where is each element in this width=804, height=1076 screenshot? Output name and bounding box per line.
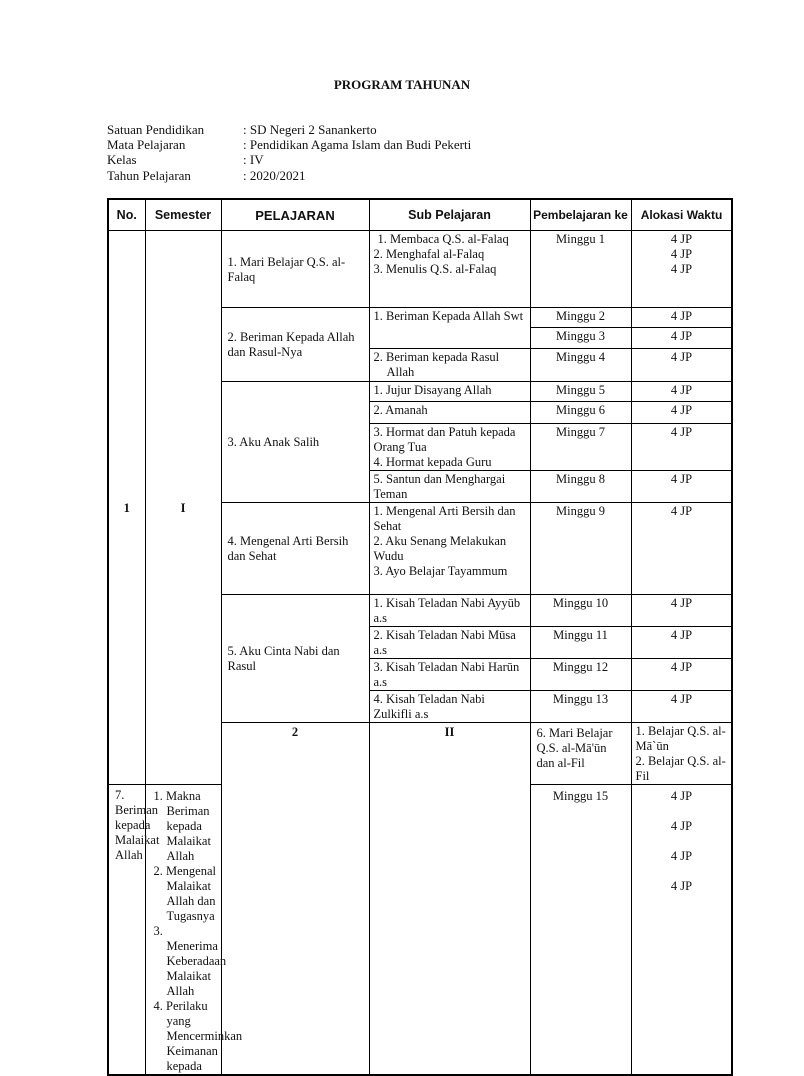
- time-cell: 4 JP: [631, 471, 732, 503]
- info-label: Satuan Pendidikan: [107, 122, 205, 137]
- header-sub-pelajaran: Sub Pelajaran: [369, 199, 530, 231]
- time-value: 4 JP: [670, 879, 693, 893]
- time-value: 4 JP: [670, 849, 693, 863]
- sub-lesson: 1. Belajar Q.S. al-Mā`ūn: [635, 724, 726, 753]
- info-row-year: [107, 168, 471, 183]
- time-cell: 4 JP: [631, 627, 732, 659]
- time-value: 4 JP: [670, 262, 693, 276]
- sub-lesson: 1. Beriman Kepada Allah Swt: [369, 308, 530, 349]
- lesson-title: 7. Beriman kepada Malaikat Allah: [108, 785, 145, 1076]
- header-pembelajaran: Pembelajaran ke: [530, 199, 631, 231]
- sub-lesson: 3. Ayo Belajar Tayammum: [373, 564, 508, 578]
- row-number: 1: [108, 231, 145, 785]
- time-cell: 4 JP: [631, 349, 732, 382]
- sub-lesson: 1. Membaca Q.S. al-Falaq: [377, 232, 509, 246]
- lesson-title: 2. Beriman Kepada Allah dan Rasul-Nya: [221, 308, 369, 382]
- info-row-subject: [107, 137, 471, 152]
- info-value: : 2020/2021: [243, 167, 306, 183]
- time-cell: 4 JP: [631, 691, 732, 723]
- info-value: : Pendidikan Agama Islam dan Budi Pekerti: [243, 137, 472, 153]
- header-no: No.: [108, 199, 145, 231]
- sub-lesson-list: [369, 424, 530, 471]
- time-cell: 4 JP: [631, 503, 732, 595]
- week-cell: Minggu 3: [530, 328, 631, 349]
- info-row-class: [107, 152, 471, 167]
- week-cell: Minggu 13: [530, 691, 631, 723]
- week-cell: Minggu 15: [530, 785, 631, 1076]
- document-info: [107, 122, 471, 183]
- time-cell: 4 JP: [631, 595, 732, 627]
- time-cell: 4 JP: [631, 659, 732, 691]
- time-value: 4 JP: [670, 789, 693, 803]
- sub-lesson: 2. Amanah: [369, 402, 530, 424]
- sub-lesson: 3. Menerima Keberadaan Malaikat Allah: [153, 924, 227, 998]
- sub-lesson-list: [631, 723, 732, 785]
- sub-lesson-list: [369, 231, 530, 308]
- sub-lesson: 1. Kisah Teladan Nabi Ayyūb a.s: [369, 595, 530, 627]
- sub-lesson: 1. Jujur Disayang Allah: [369, 382, 530, 402]
- week-cell: Minggu 8: [530, 471, 631, 503]
- lesson-title: 3. Aku Anak Salih: [221, 382, 369, 503]
- time-cell: 4 JP: [631, 424, 732, 471]
- week-cell: Minggu 1: [530, 231, 631, 308]
- info-label: Mata Pelajaran: [107, 137, 186, 153]
- info-value: : IV: [243, 152, 264, 168]
- sub-lesson: 1. Makna Beriman kepada Malaikat Allah: [153, 789, 211, 863]
- header-alokasi: Alokasi Waktu: [631, 199, 732, 231]
- row-semester: I: [145, 231, 221, 785]
- page-title: PROGRAM TAHUNAN: [333, 77, 471, 92]
- sub-lesson: 2. Menghafal al-Falaq: [373, 247, 485, 261]
- table-header-row: [108, 199, 732, 231]
- lesson-title: 6. Mari Belajar Q.S. al-Mā'ūn dan al-Fil: [530, 723, 631, 785]
- week-cell: Minggu 5: [530, 382, 631, 402]
- sub-lesson: 3. Kisah Teladan Nabi Harūn a.s: [369, 659, 530, 691]
- info-value: : SD Negeri 2 Sanankerto: [243, 122, 377, 137]
- time-cell: [631, 785, 732, 1076]
- sub-lesson: 2. Beriman kepada Rasul Allah: [369, 349, 530, 382]
- time-value: 4 JP: [670, 232, 693, 246]
- sub-lesson: 5. Santun dan Menghargai Teman: [369, 471, 530, 503]
- table-row: [108, 231, 732, 308]
- header-semester: Semester: [145, 199, 221, 231]
- row-semester: II: [369, 723, 530, 1076]
- info-label: Kelas: [107, 152, 137, 168]
- annual-program-table: [107, 198, 733, 1076]
- sub-lesson: 4. Kisah Teladan Nabi Zulkifli a.s: [369, 691, 530, 723]
- sub-lesson: 3. Menulis Q.S. al-Falaq: [373, 262, 497, 276]
- sub-lesson: 2. Kisah Teladan Nabi Mūsa a.s: [369, 627, 530, 659]
- lesson-title: 1. Mari Belajar Q.S. al-Falaq: [221, 231, 369, 308]
- time-value: 4 JP: [670, 819, 693, 833]
- lesson-title: 4. Mengenal Arti Bersih dan Sehat: [221, 503, 369, 595]
- info-row-school: [107, 122, 471, 137]
- time-cell: 4 JP: [631, 328, 732, 349]
- time-cell: 4 JP: [631, 308, 732, 328]
- sub-lesson: 3. Hormat dan Patuh kepada Orang Tua: [373, 425, 516, 454]
- time-cell: 4 JP: [631, 402, 732, 424]
- sub-lesson: 4. Hormat kepada Guru: [373, 455, 492, 469]
- sub-lesson: 2. Belajar Q.S. al- Fil: [635, 754, 726, 783]
- week-cell: Minggu 4: [530, 349, 631, 382]
- time-cell: [631, 231, 732, 308]
- sub-lesson-list: [369, 503, 530, 595]
- week-cell: Minggu 2: [530, 308, 631, 328]
- week-cell: Minggu 6: [530, 402, 631, 424]
- time-value: 4 JP: [670, 247, 693, 261]
- row-number: 2: [221, 723, 369, 1076]
- sub-lesson-list: [145, 785, 243, 1076]
- week-cell: Minggu 12: [530, 659, 631, 691]
- sub-lesson: 4. Perilaku yang Mencerminkan Keimanan kepada: [153, 999, 243, 1073]
- sub-lesson: 2. Aku Senang Melakukan Wudu: [373, 534, 507, 563]
- sub-lesson: 1. Mengenal Arti Bersih dan Sehat: [373, 504, 516, 533]
- week-cell: Minggu 7: [530, 424, 631, 471]
- header-pelajaran: PELAJARAN: [221, 199, 369, 231]
- time-cell: 4 JP: [631, 382, 732, 402]
- sub-lesson: 2. Mengenal Malaikat Allah dan Tugasnya: [153, 864, 216, 923]
- week-cell: Minggu 9: [530, 503, 631, 595]
- week-cell: Minggu 10: [530, 595, 631, 627]
- info-label: Tahun Pelajaran: [107, 167, 191, 183]
- week-cell: Minggu 11: [530, 627, 631, 659]
- lesson-title: 5. Aku Cinta Nabi dan Rasul: [221, 595, 369, 723]
